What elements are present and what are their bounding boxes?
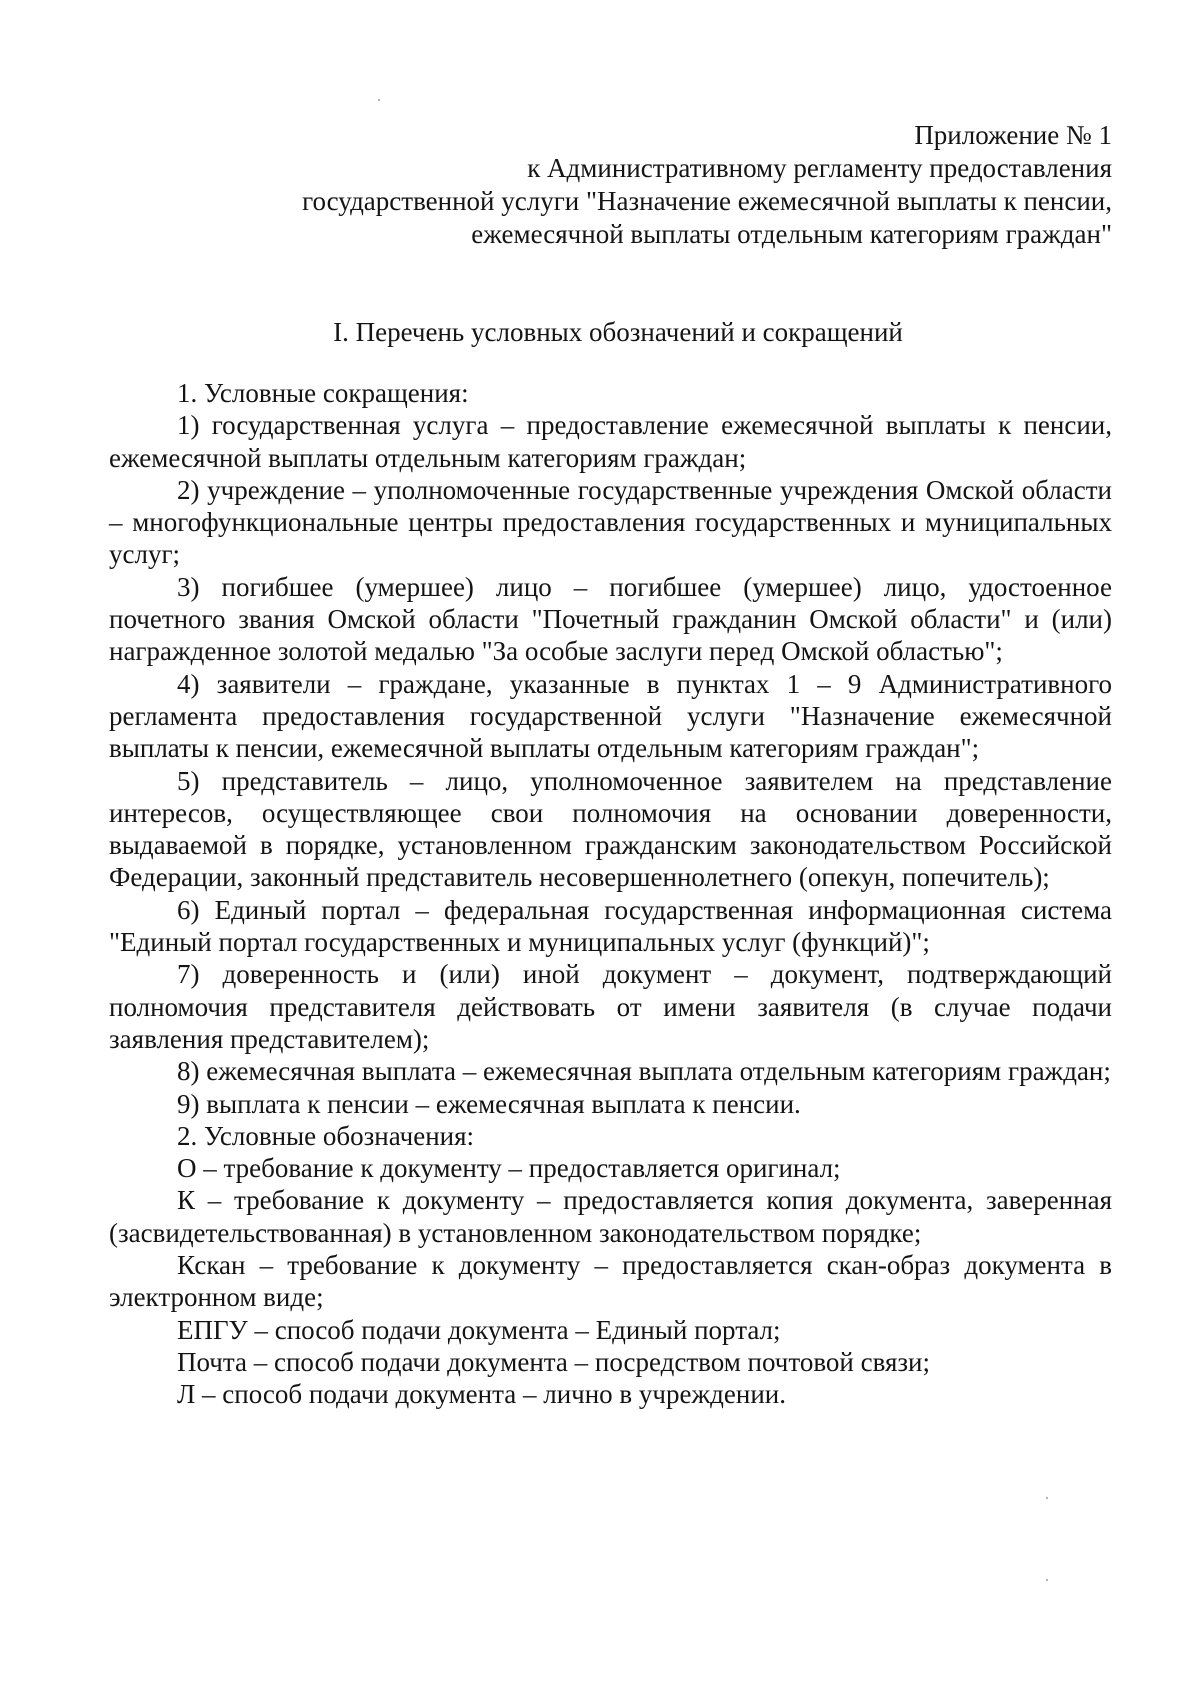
paragraph-item: 4) заявители – граждане, указанные в пунктах 1 – 9 Административного регламента предоставления государственной услуги "Назначение ежемесячной выплаты к пенсии, ежемесячной выплаты отдельным категориям граждан"; — [109, 668, 1112, 764]
paragraph-designation: К – требование к документу – предоставляется копия документа, заверенная (засвидетельствованная) в установленном законодательством порядке; — [109, 1185, 1112, 1248]
paragraph-designations-heading: 2. Условные обозначения: — [177, 1120, 475, 1151]
paragraph-designation: Л – способ подачи документа – лично в учреждении. — [177, 1379, 786, 1410]
paragraph-designation: Кскан – требование к документу – предоставляется скан-образ документа в электронном виде; — [109, 1250, 1112, 1313]
paragraph-item: 1) государственная услуга – предоставление ежемесячной выплаты к пенсии, ежемесячной выплаты отдельным категориям граждан; — [109, 410, 1112, 473]
scan-speck — [1046, 1579, 1048, 1581]
appendix-header — [302, 119, 1112, 251]
section-title: I. Перечень условных обозначений и сокращений — [333, 317, 903, 347]
appendix-number: Приложение № 1 — [914, 120, 1112, 150]
appendix-reference-line: ежемесячной выплаты отдельным категориям граждан" — [471, 219, 1112, 249]
paragraph-item: 8) ежемесячная выплата – ежемесячная выплата отдельным категориям граждан; — [177, 1056, 1111, 1087]
document-body — [109, 377, 1112, 1411]
paragraph-designation: Почта – способ подачи документа – посредством почтовой связи; — [177, 1346, 930, 1377]
scan-speck — [1046, 1497, 1048, 1499]
paragraph-item: 3) погибшее (умершее) лицо – погибшее (умершее) лицо, удостоенное почетного звания Омской области "Почетный гражданин Омской области" и (или) награжденное золотой медалью "За особые заслуги перед Омской областью"; — [109, 571, 1112, 667]
paragraph-item: 7) доверенность и (или) иной документ – документ, подтверждающий полномочия представителя действовать от имени заявителя (в случае подачи заявления представителем); — [109, 959, 1112, 1054]
paragraph-item: 9) выплата к пенсии – ежемесячная выплата к пенсии. — [177, 1088, 801, 1119]
paragraph-item: 2) учреждение – уполномоченные государственные учреждения Омской области – многофункциональные центры предоставления государственных и муниципальных услуг; — [109, 474, 1112, 570]
paragraph-item: 6) Единый портал – федеральная государственная информационная система "Единый портал государственных и муниципальных услуг (функций)"; — [109, 894, 1112, 958]
appendix-reference-line: к Административному регламенту предоставления — [527, 153, 1112, 183]
appendix-reference-line: государственной услуги "Назначение ежемесячной выплаты к пенсии, — [302, 186, 1112, 216]
paragraph-abbreviations-heading: 1. Условные сокращения: — [177, 378, 469, 408]
paragraph-designation: О – требование к документу – предоставляется оригинал; — [177, 1153, 841, 1184]
scan-speck — [378, 99, 380, 101]
paragraph-item: 5) представитель – лицо, уполномоченное заявителем на представление интересов, осуществляющее свои полномочия на основании доверенности, выдаваемой в порядке, установленном гражданским законодательством Российской Федерации, законный представитель несовершеннолетнего (опекун, попечитель); — [109, 765, 1112, 893]
paragraph-designation: ЕПГУ – способ подачи документа – Единый портал; — [177, 1314, 781, 1345]
